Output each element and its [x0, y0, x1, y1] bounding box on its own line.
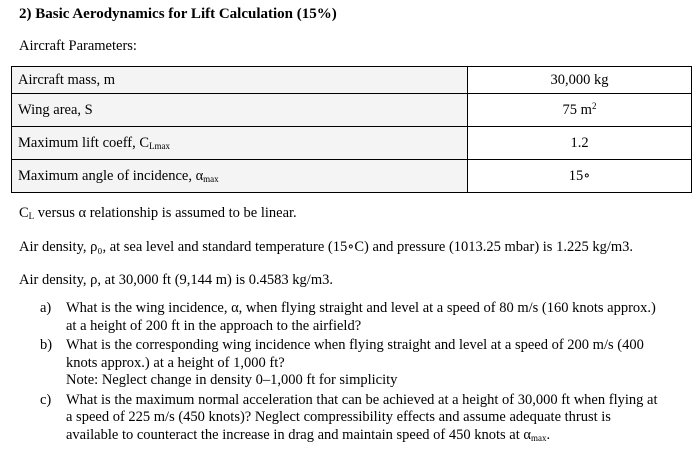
param-label: Maximum lift coeff, $C_{Lmax}$: [12, 127, 468, 160]
altitude-density-note: Air density, ρ, at 30,000 ft (9,144 m) is 0.4583 kg/m3.: [19, 272, 333, 288]
question-text: What is the wing incidence, α, when flying straight and level at a speed of 80 m/s (160 knots approx.) at a height of 200 ft in the approach to the airfield?: [66, 300, 656, 334]
linear-relationship-note: $C_L$ versus α relationship is assumed to be linear.: [19, 205, 297, 221]
subscript: max: [530, 432, 547, 443]
param-label: Wing area, S: [12, 94, 468, 127]
question-text: What is the maximum normal acceleration that can be achieved at a height of 30,000 ft when flying at a speed of 225 m/s (450 knots)? Neglect compressibility effects and assume adequate thrust is available to counteract the increase in drag and maintain speed of 450 knots at $\alpha_{max}$.: [66, 391, 658, 443]
list-marker: c): [40, 391, 52, 408]
section-heading: 2) Basic Aerodynamics for Lift Calculation (15%): [19, 6, 337, 22]
param-label: Aircraft mass, m: [12, 67, 468, 94]
param-value: 15∘: [468, 160, 692, 193]
aircraft-parameters-table: [11, 66, 692, 193]
list-marker: b): [40, 337, 53, 353]
subscript: max: [203, 173, 219, 184]
list-item: [40, 392, 680, 448]
param-value: 30,000 kg: [468, 67, 692, 94]
table-row: [12, 127, 692, 160]
sea-level-density-note: Air density, ρ₀, at sea level and standard temperature (15∘C) and pressure (1013.25 mbar) is 1.225 kg/m3.: [19, 239, 634, 255]
subscript: Lmax: [149, 140, 171, 151]
table-row: [12, 94, 692, 127]
list-marker: a): [40, 300, 52, 316]
list-item: [40, 300, 680, 335]
subscript: L: [28, 211, 35, 221]
question-text: What is the corresponding wing incidence when flying straight and level at a speed of 200 m/s (400 knots approx.) at a height of 1,000 ft? Note: Neglect change in density 0–1,000 ft for simplicity: [66, 337, 644, 388]
param-label: Maximum angle of incidence, $\alpha_{max}$: [12, 160, 468, 193]
param-value: 1.2: [468, 127, 692, 160]
question-list: [40, 300, 680, 449]
table-row: [12, 67, 692, 94]
list-item: [40, 337, 680, 390]
param-value: 75 $m^2$: [468, 94, 692, 127]
table-row: [12, 160, 692, 193]
superscript: 2: [591, 101, 597, 111]
aircraft-parameters-label: Aircraft Parameters:: [19, 38, 137, 54]
